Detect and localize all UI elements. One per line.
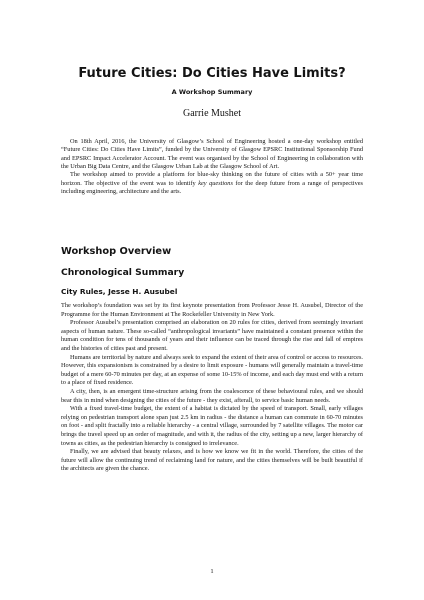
- body-paragraph: Professor Ausubel’s presentation comprised an elaboration on 20 rules for cities, derived from seemingly invariant aspects of human nature. These so-called “anthropological invariants” have maintained a constant presence within the human condition for tens of thousands of years and their influence can be traced through the rise and fall of empires and the histories of cities past and present.: [61, 319, 363, 352]
- abstract-paragraph: [61, 171, 363, 196]
- subsubsection-heading-city-rules: City Rules, Jesse H. Ausubel: [61, 287, 178, 296]
- abstract-text: for the deep future from a range of perspectives including engineering, architecture and the arts.: [61, 179, 363, 196]
- paper-title: Future Cities: Do Cities Have Limits?: [78, 66, 346, 81]
- body-paragraph: Humans are territorial by nature and always seek to expand the extent of their area of control or access to resources. However, this expansionism is constrained by a desire to limit exposure - humans will generally maintain a travel-time budget of a mere 60-70 minutes per day, at an expense of some 10-15% of income, and each day must end with a return to a place of fixed residence.: [61, 353, 363, 387]
- abstract-paragraph: On 18th April, 2016, the University of Glasgow’s School of Engineering hosted a one-day workshop entitled “Future Cities: Do Cities Have Limits”, funded by the University of Glasgow EPSRC Institutional Sponsorship Fund and EPSRC Impact Accelerator Account. The event was organised by the School of Engineering in collaboration with the Urban Big Data Centre, and the Glasgow Urban Lab at the Glasgow School of Art.: [61, 138, 363, 171]
- body-paragraph: Finally, we are advised that beauty relaxes, and is how we know we fit in the world. Therefore, the cities of the future will allow the continuing trend of reclaiming land for nature, and the cities themselves will be built beautiful if the architects are given the chance.: [61, 448, 363, 473]
- abstract-text: The workshop aimed to provide a platform for blue-sky thinking on the future of cities with a 50+ year time horizon. The objective of the event was to identify: [61, 171, 363, 187]
- emphasis-text: key questions: [198, 179, 233, 187]
- body-paragraph: The workshop’s foundation was set by its first keynote presentation from Professor Jesse H. Ausubel, Director of the Programme for the Human Environment at The Rockefeller University in New York.: [61, 302, 363, 318]
- abstract: [61, 138, 363, 196]
- body-paragraph: A city, then, is an emergent time-structure arising from the coalescence of these behavioural rules, and we should bear this in mind when designing the cities of the future - they exist, afterall, to service basic human needs.: [61, 387, 363, 404]
- subsection-heading-chronological: Chronological Summary: [61, 267, 185, 278]
- body-paragraph: With a fixed travel-time budget, the extent of a habitat is dictated by the speed of transport. Small, early villages relying on pedestrian transport alone span just 2.5 km in radius - the distance a human can commute in 60-70 minutes on foot - and split fractally into a reliable hierarchy - a central village, surrounded by 7 satellite villages. The motor car brings the travel speed up an order of magnitude, and with it, the radius of the city, setting up a new, larger hierarchy of towns as cities, as the pedestrian hierarchy is consigned to irrelevance.: [61, 405, 363, 447]
- body-text: [61, 302, 363, 474]
- page-number: 1: [210, 568, 214, 575]
- section-heading-overview: Workshop Overview: [61, 246, 172, 257]
- paper-subtitle: A Workshop Summary: [171, 88, 253, 96]
- author-name: Garrie Mushet: [182, 108, 242, 119]
